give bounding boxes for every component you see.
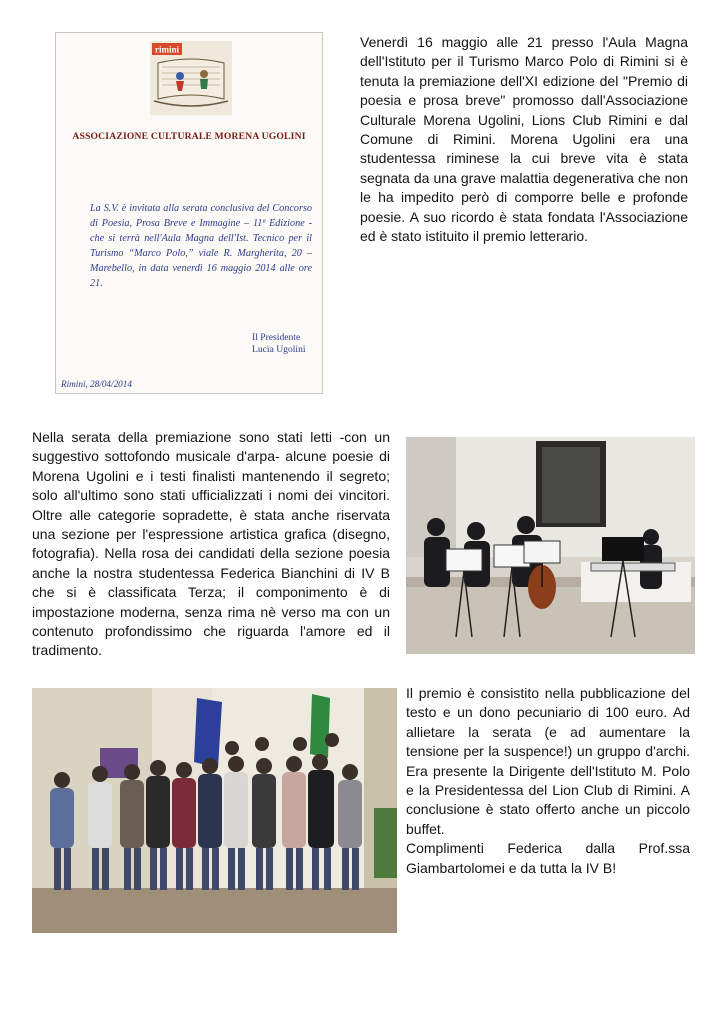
prize-paragraph — [406, 684, 690, 878]
intro-text: Venerdì 16 maggio alle 21 presso l'Aula Magna dell'Istituto per il Turismo Marco Polo di Rimini si è tenuta la premiazione dell'XI edizione del "Premio di poesia e prosa breve" promosso dall'Associazione Culturale Morena Ugolini, Lions Club Rimini e dal Comune di Rimini. Morena Ugolini era una studentessa riminese la cui breve vita è stata segnata da una grave malattia degenerativa che non le ha impedito però di comporre belle e profonde poesie. A suo ricordo è stata fondata l'Associazione ed è stato istituito il premio letterario. — [360, 34, 688, 245]
invitation-text: La S.V. è invitata alla serata conclusiva del Concorso di Poesia, Prosa Breve e Immagine – 11ª Edizione - che si terrà nell'Aula Magna dell'Ist. Tecnico per il Turismo “Marco Polo,” viale R. Margherita, 20 – Marebello, in data venerdì 16 maggio 2014 alle ore 21. — [90, 203, 312, 289]
group-photo — [32, 688, 397, 933]
evening-text: Nella serata della premiazione sono stati letti -con un suggestivo sottofondo musicale d'arpa- alcune poesie di Morena Ugolini e i testi finalisti mantenendo il segreto; solo all'ultimo sono stati ufficializzati i nomi dei vincitori. Oltre alle categorie sopradette, è stata anche riservata una sezione per l'espressione artistica grafica (disegno, fotografia). Nella rosa dei candidati della sezione poesia anche la nostra studentessa Federica Bianchini di IV B che si è classificata Terza; il componimento è di impostazione moderna, senza rima nè verso ma con un contenuto profondissimo che riguarda l'amore ed il tradimento. — [32, 429, 390, 659]
invitation-card — [55, 32, 323, 394]
congrats-text: Complimenti Federica dalla Prof.ssa Giambartolomei e da tutta la IV B! — [406, 840, 690, 876]
signature-title: Il Presidente — [252, 332, 301, 343]
logo-text: rimini — [155, 44, 179, 55]
signature-name: Lucia Ugolini — [252, 344, 306, 355]
intro-paragraph — [360, 33, 688, 246]
prize-text: Il premio è consistito nella pubblicazione del testo e un dono pecuniario di 100 euro. Ad allietare la serata (e ad aumentare la tensione per la suspence!) un gruppo d'archi. Era presente la Dirigente dell'Istituto M. Polo e la Presidentessa del Lion Club di Rimini. A conclusione è stato offerto anche un piccolo buffet. — [406, 685, 690, 837]
association-logo — [150, 41, 232, 115]
place-date: Rimini, 28/04/2014 — [61, 379, 132, 389]
evening-paragraph — [32, 428, 390, 661]
association-name: ASSOCIAZIONE CULTURALE MORENA UGOLINI — [72, 131, 306, 142]
string-quartet-photo — [406, 437, 695, 654]
signature — [252, 332, 306, 356]
